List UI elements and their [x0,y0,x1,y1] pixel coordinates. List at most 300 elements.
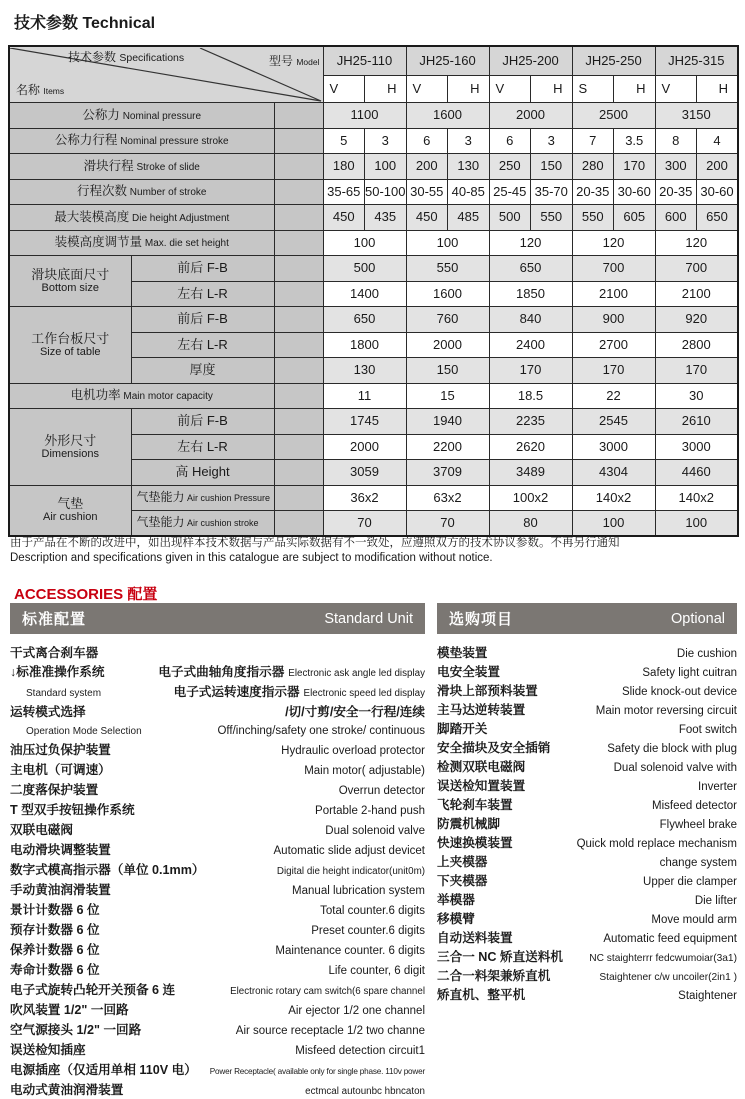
spec-value: 3000 [655,434,738,460]
spec-value: 4304 [572,460,655,486]
optional-item-desc: Move mould arm [651,914,737,926]
spec-table-container [8,45,739,537]
standard-item-desc: Dual solenoid valve [325,825,425,837]
subcol-header: H [614,76,656,103]
row-label: 最大装模高度 Die height Adjustment [9,205,274,231]
optional-item-label: 飞轮刹车装置 [437,798,513,812]
spec-value: 100 [406,230,489,256]
optional-item-desc: NC staighterrr fedcwumoiar(3a1) [589,953,737,964]
standard-item-desc: Life counter, 6 digit [328,965,425,977]
spacer-cell [274,281,323,307]
optional-item [437,718,737,737]
sub-row-label: 左右 L-R [131,332,274,358]
optional-item [437,832,737,851]
spec-value: 2545 [572,409,655,435]
sub-row-label: 左右 L-R [131,434,274,460]
spec-value: 18.5 [489,383,572,409]
spec-value: 50-100 [365,179,407,205]
standard-item-label: 电动式黄油润滑装置 [10,1083,124,1097]
spec-value: 280 [572,154,614,180]
optional-item-label: 模垫装置 [437,646,488,660]
spec-value: 80 [489,511,572,537]
standard-item-label: 运转模式选择 [10,705,86,719]
spec-value: 4 [697,128,739,154]
spec-value: 120 [572,230,655,256]
spec-value: 20-35 [572,179,614,205]
standard-item-desc: Electronic rotary cam switch(6 spare channel [230,986,425,997]
standard-item [10,701,425,721]
standard-unit-header [10,603,425,634]
optional-item-desc: Slide knock-out device [621,686,737,698]
spec-value: 500 [489,205,531,231]
spec-value: 2100 [655,281,738,307]
spec-value: 130 [448,154,490,180]
spec-value: 3059 [323,460,406,486]
group-label: 外形尺寸 Dimensions [9,409,131,486]
standard-item-label: 二度落保护装置 [10,783,99,797]
model-header: JH25-160 [406,46,489,76]
standard-item [10,759,425,779]
subcol-header: V [489,76,531,103]
spec-value: 20-35 [655,179,697,205]
spec-value: 3709 [406,460,489,486]
spec-value: 1850 [489,281,572,307]
sub-row-label: 左右 L-R [131,281,274,307]
standard-item [10,959,425,979]
spacer-cell [274,179,323,205]
standard-item-label: 寿命计数器 6 位 [10,963,100,977]
optional-item [437,927,737,946]
optional-item [437,756,737,775]
optional-item-desc: Die lifter [694,895,737,907]
spec-value: 100 [572,511,655,537]
standard-item-desc: Overrun detector [338,785,425,797]
spacer-cell [274,485,323,511]
spec-value: 36x2 [323,485,406,511]
optional-item-label: 滑块上部预料装置 [437,684,538,698]
standard-item-label: 双联电磁阀 [10,823,73,837]
optional-panel [437,603,737,1003]
optional-item-desc: Inverter [698,781,737,793]
standard-item [10,1079,425,1099]
spec-value: 120 [655,230,738,256]
spec-value: 170 [614,154,656,180]
spec-value: 170 [572,358,655,384]
spec-value: 605 [614,205,656,231]
spec-value: 1800 [323,332,406,358]
spacer-cell [274,358,323,384]
optional-item-label: 举模器 [437,893,475,907]
spacer-cell [274,307,323,333]
standard-item-label: 手动黄油润滑装置 [10,883,111,897]
standard-items-list [10,642,425,1099]
spacer-cell [274,128,323,154]
spec-value: 2400 [489,332,572,358]
optional-item-label: 移模臂 [437,912,475,926]
row-label: 滑块行程 Stroke of slide [9,154,274,180]
spec-value: 700 [655,256,738,282]
standard-unit-panel [10,603,425,1099]
spec-value: 3 [448,128,490,154]
spec-value: 4460 [655,460,738,486]
standard-item [10,819,425,839]
optional-item-desc: Upper die clamper [643,876,737,888]
optional-header [437,603,737,634]
optional-item [437,908,737,927]
spec-value: 3150 [655,103,738,129]
spacer-cell [274,332,323,358]
standard-item-label: 保养计数器 6 位 [10,943,100,957]
spec-value: 30-60 [614,179,656,205]
spec-value: 100 [365,154,407,180]
standard-item-desc: Misfeed detection circuit1 [295,1045,425,1057]
spec-value: 200 [697,154,739,180]
subcol-header: V [323,76,365,103]
spacer-cell [274,205,323,231]
standard-item-label: T 型双手按钮操作系统 [10,803,135,817]
standard-title-en: Standard Unit [324,610,413,627]
row-label: 行程次数 Number of stroke [9,179,274,205]
subcol-header: V [406,76,448,103]
standard-item-desc: Main motor( adjustable) [304,765,425,777]
standard-item [10,721,425,739]
optional-item-desc: Foot switch [678,724,737,736]
spec-value: 2000 [406,332,489,358]
spec-value: 150 [531,154,573,180]
spec-value: 200 [406,154,448,180]
standard-item [10,979,425,999]
standard-item-desc: /切/寸剪/安全一行程/连续 [285,705,425,719]
standard-item [10,879,425,899]
standard-item-desc: Preset counter.6 digits [311,925,425,937]
spacer-cell [274,230,323,256]
optional-item-label: 防震机械脚 [437,817,500,831]
spacer-cell [274,154,323,180]
group-label: 滑块底面尺寸 Bottom size [9,256,131,307]
optional-item-desc: change system [659,857,737,869]
spec-value: 650 [697,205,739,231]
spec-value: 2620 [489,434,572,460]
standard-item-desc: Off/inching/safety one stroke/ continuous [217,725,425,737]
standard-item-desc: Automatic slide adjust devicet [273,845,425,857]
optional-item [437,965,737,984]
subcol-header: H [531,76,573,103]
spec-value: 100 [655,511,738,537]
standard-item [10,799,425,819]
optional-item-desc: Misfeed detector [651,800,737,812]
subcol-header: H [697,76,739,103]
spec-table [8,45,739,537]
footnote-en: Description and specifications given in this catalogue are subject to modification without notice. [10,551,493,564]
spec-value: 450 [323,205,365,231]
spec-value: 2500 [572,103,655,129]
spec-value: 8 [655,128,697,154]
corner-items-label: 名称 Items [16,83,65,98]
spec-value: 3000 [572,434,655,460]
spec-value: 5 [323,128,365,154]
optional-item [437,813,737,832]
sub-row-label: 前后 F-B [131,307,274,333]
optional-item-label: 检测双联电磁阀 [437,760,526,774]
standard-item-desc: Hydraulic overload protector [281,745,425,757]
page-title: 技术参数 Technical [14,15,156,32]
standard-item-label: Operation Mode Selection [26,726,142,737]
optional-item [437,699,737,718]
standard-item [10,839,425,859]
standard-item-desc: Air source receptacle 1/2 two channe [235,1025,425,1037]
corner-model-label: 型号 Model [268,53,320,68]
spec-value: 2610 [655,409,738,435]
spec-value: 2700 [572,332,655,358]
group-label: 工作台板尺寸 Size of table [9,307,131,384]
model-header: JH25-110 [323,46,406,76]
standard-item-label: 数字式模高指示器（单位 0.1mm） [10,863,205,877]
standard-item [10,739,425,759]
optional-item-label: 矫直机、整平机 [437,988,526,1002]
standard-item-label: 电动滑块调整装置 [10,843,111,857]
corner-diagonal [10,48,323,102]
spec-value: 650 [323,307,406,333]
spec-value: 170 [489,358,572,384]
optional-item-label: 安全描块及安全插销 [437,741,551,755]
standard-item-label: 电源插座（仅适用单相 110V 电） [10,1063,197,1077]
spec-value: 130 [323,358,406,384]
sub-row-label: 气垫能力 Air cushion stroke [131,511,274,537]
spec-value: 40-85 [448,179,490,205]
optional-item-label: 上夹模器 [437,855,488,869]
footnote [10,536,620,565]
optional-item-label: 电安全装置 [437,665,500,679]
standard-item [10,642,425,661]
standard-item [10,1059,425,1079]
spec-value: 2000 [323,434,406,460]
standard-item-label: ↓标准准操作系统 [10,665,105,679]
optional-item-desc: Automatic feed equipment [603,933,737,945]
optional-item-desc: Staightener [678,990,737,1002]
standard-title-cn: 标准配置 [22,611,87,628]
spec-value: 30-60 [697,179,739,205]
sub-row-label: 前后 F-B [131,256,274,282]
optional-item [437,680,737,699]
optional-item-desc: Main motor reversing circuit [595,705,737,717]
spec-value: 35-65 [323,179,365,205]
spec-value: 70 [323,511,406,537]
spec-value: 500 [323,256,406,282]
spec-value: 30 [655,383,738,409]
standard-item-label: 预存计数器 6 位 [10,923,100,937]
row-label: 电机功率 Main motor capacity [9,383,274,409]
standard-item-desc: Power Receptacle( available only for single phase. 110v power [209,1067,425,1076]
optional-item [437,984,737,1003]
standard-item [10,899,425,919]
standard-item-label: 主电机（可调速） [10,763,111,777]
standard-item [10,681,425,701]
standard-item-desc: 电子式运转速度指示器 Electronic speed led display [173,685,425,699]
spec-value: 550 [531,205,573,231]
optional-items-list [437,642,737,1003]
spec-value: 1745 [323,409,406,435]
standard-item-label: 空气源接头 1/2" 一回路 [10,1023,142,1037]
optional-item [437,794,737,813]
optional-item [437,946,737,965]
spec-value: 3.5 [614,128,656,154]
optional-item [437,889,737,908]
optional-item-label: 三合一 NC 矫直送料机 [437,950,563,964]
spec-value: 120 [489,230,572,256]
spec-value: 3 [365,128,407,154]
spec-value: 550 [572,205,614,231]
spec-value: 900 [572,307,655,333]
spacer-cell [274,409,323,435]
spec-value: 2200 [406,434,489,460]
optional-item-desc: Safety light cuitran [642,667,737,679]
spacer-cell [274,460,323,486]
spec-value: 100x2 [489,485,572,511]
optional-item-label: 下夹模器 [437,874,488,888]
spec-value: 7 [572,128,614,154]
spec-value: 70 [406,511,489,537]
spec-value: 170 [655,358,738,384]
spec-value: 760 [406,307,489,333]
spec-value: 920 [655,307,738,333]
optional-item-label: 误送检知置装置 [437,779,526,793]
standard-item-desc: Manual lubrication system [292,885,425,897]
spacer-cell [274,434,323,460]
row-label: 公称力行程 Nominal pressure stroke [9,128,274,154]
model-header: JH25-200 [489,46,572,76]
corner-spec-label: 技术参数 Specifications [68,49,185,64]
subcol-header: H [365,76,407,103]
optional-item-desc: Quick mold replace mechanism [576,838,737,850]
standard-item [10,1039,425,1059]
spec-value: 1940 [406,409,489,435]
optional-item-label: 脚踏开关 [437,722,488,736]
optional-item [437,775,737,794]
optional-item-desc: Die cushion [676,648,737,660]
spec-value: 140x2 [655,485,738,511]
model-header: JH25-250 [572,46,655,76]
spec-value: 180 [323,154,365,180]
optional-title-en: Optional [670,610,725,627]
standard-item [10,779,425,799]
sub-row-label: 前后 F-B [131,409,274,435]
standard-item [10,1019,425,1039]
standard-item [10,859,425,879]
spec-value: 35-70 [531,179,573,205]
standard-item-desc: Digital die height indicator(unit0m) [276,866,425,877]
standard-item [10,999,425,1019]
optional-item [437,737,737,756]
spec-value: 6 [406,128,448,154]
row-label: 装模高度调节量 Max. die set height [9,230,274,256]
spec-value: 550 [406,256,489,282]
spec-value: 2235 [489,409,572,435]
subcol-header: V [655,76,697,103]
spec-value: 1100 [323,103,406,129]
standard-item-label: 干式离合刹车器 [10,646,99,660]
standard-item [10,661,425,681]
subcol-header: H [448,76,490,103]
standard-item-desc: 电子式曲轴角度指示器 Electronic ask angle led display [158,665,425,679]
standard-item-desc: Portable 2-hand push [315,805,425,817]
spec-value: 650 [489,256,572,282]
optional-item-desc: Dual solenoid valve with [613,762,737,774]
standard-item-desc: ectmcal autounbc hbncaton [305,1086,425,1097]
standard-item-label: Standard system [26,688,102,699]
optional-item [437,661,737,680]
standard-item [10,919,425,939]
spec-value: 63x2 [406,485,489,511]
table-corner-cell [9,46,323,103]
standard-item-label: 误送检知插座 [10,1043,86,1057]
optional-item-label: 自动送料装置 [437,931,513,945]
optional-item-desc: Safety die block with plug [607,743,737,755]
spacer-cell [274,103,323,129]
spacer-cell [274,383,323,409]
spec-value: 840 [489,307,572,333]
optional-item-desc: Flywheel brake [659,819,737,831]
optional-item [437,851,737,870]
spec-value: 30-55 [406,179,448,205]
standard-item-label: 油压过负保护装置 [10,743,111,757]
accessories-heading: ACCESSORIES 配置 [14,586,158,603]
spec-value: 6 [489,128,531,154]
sub-row-label: 高 Height [131,460,274,486]
spec-value: 435 [365,205,407,231]
spec-value: 2000 [489,103,572,129]
standard-item-label: 吹风装置 1/2" 一回路 [10,1003,129,1017]
spec-value: 1600 [406,103,489,129]
spec-value: 150 [406,358,489,384]
optional-item [437,642,737,661]
optional-item-desc: Staightener c/w uncoiler(2in1 ) [599,972,737,983]
spec-value: 485 [448,205,490,231]
spec-value: 700 [572,256,655,282]
model-header: JH25-315 [655,46,738,76]
standard-item-label: 景计计数器 6 位 [10,903,100,917]
optional-item [437,870,737,889]
spec-value: 22 [572,383,655,409]
spec-value: 300 [655,154,697,180]
spec-value: 600 [655,205,697,231]
spec-value: 250 [489,154,531,180]
sub-row-label: 气垫能力 Air cushion Pressure [131,485,274,511]
spec-value: 1400 [323,281,406,307]
spec-value: 3489 [489,460,572,486]
spec-value: 1600 [406,281,489,307]
optional-item-label: 二合一料架兼矫直机 [437,969,551,983]
optional-item-label: 快速换模装置 [437,836,513,850]
group-label: 气垫 Air cushion [9,485,131,536]
standard-item-desc: Air ejector 1/2 one channel [288,1005,425,1017]
optional-item-label: 主马达逆转装置 [437,703,526,717]
spec-value: 25-45 [489,179,531,205]
footnote-cn: 由于产品在不断的改进中，如出现样本技术数据与产品实际数据有不一致处，应遵照双方的技术协议参数。不再另行通知 [10,537,620,549]
sub-row-label: 厚度 [131,358,274,384]
spacer-cell [274,256,323,282]
standard-item-desc: Maintenance counter. 6 digits [275,945,425,957]
subcol-header: S [572,76,614,103]
standard-item-label: 电子式旋转凸轮开关预备 6 连 [10,983,176,997]
spec-value: 2800 [655,332,738,358]
optional-title-cn: 选购项目 [449,611,514,628]
spec-value: 140x2 [572,485,655,511]
standard-item-desc: Total counter.6 digits [320,905,425,917]
standard-item [10,939,425,959]
spec-value: 3 [531,128,573,154]
spec-value: 100 [323,230,406,256]
spacer-cell [274,511,323,537]
